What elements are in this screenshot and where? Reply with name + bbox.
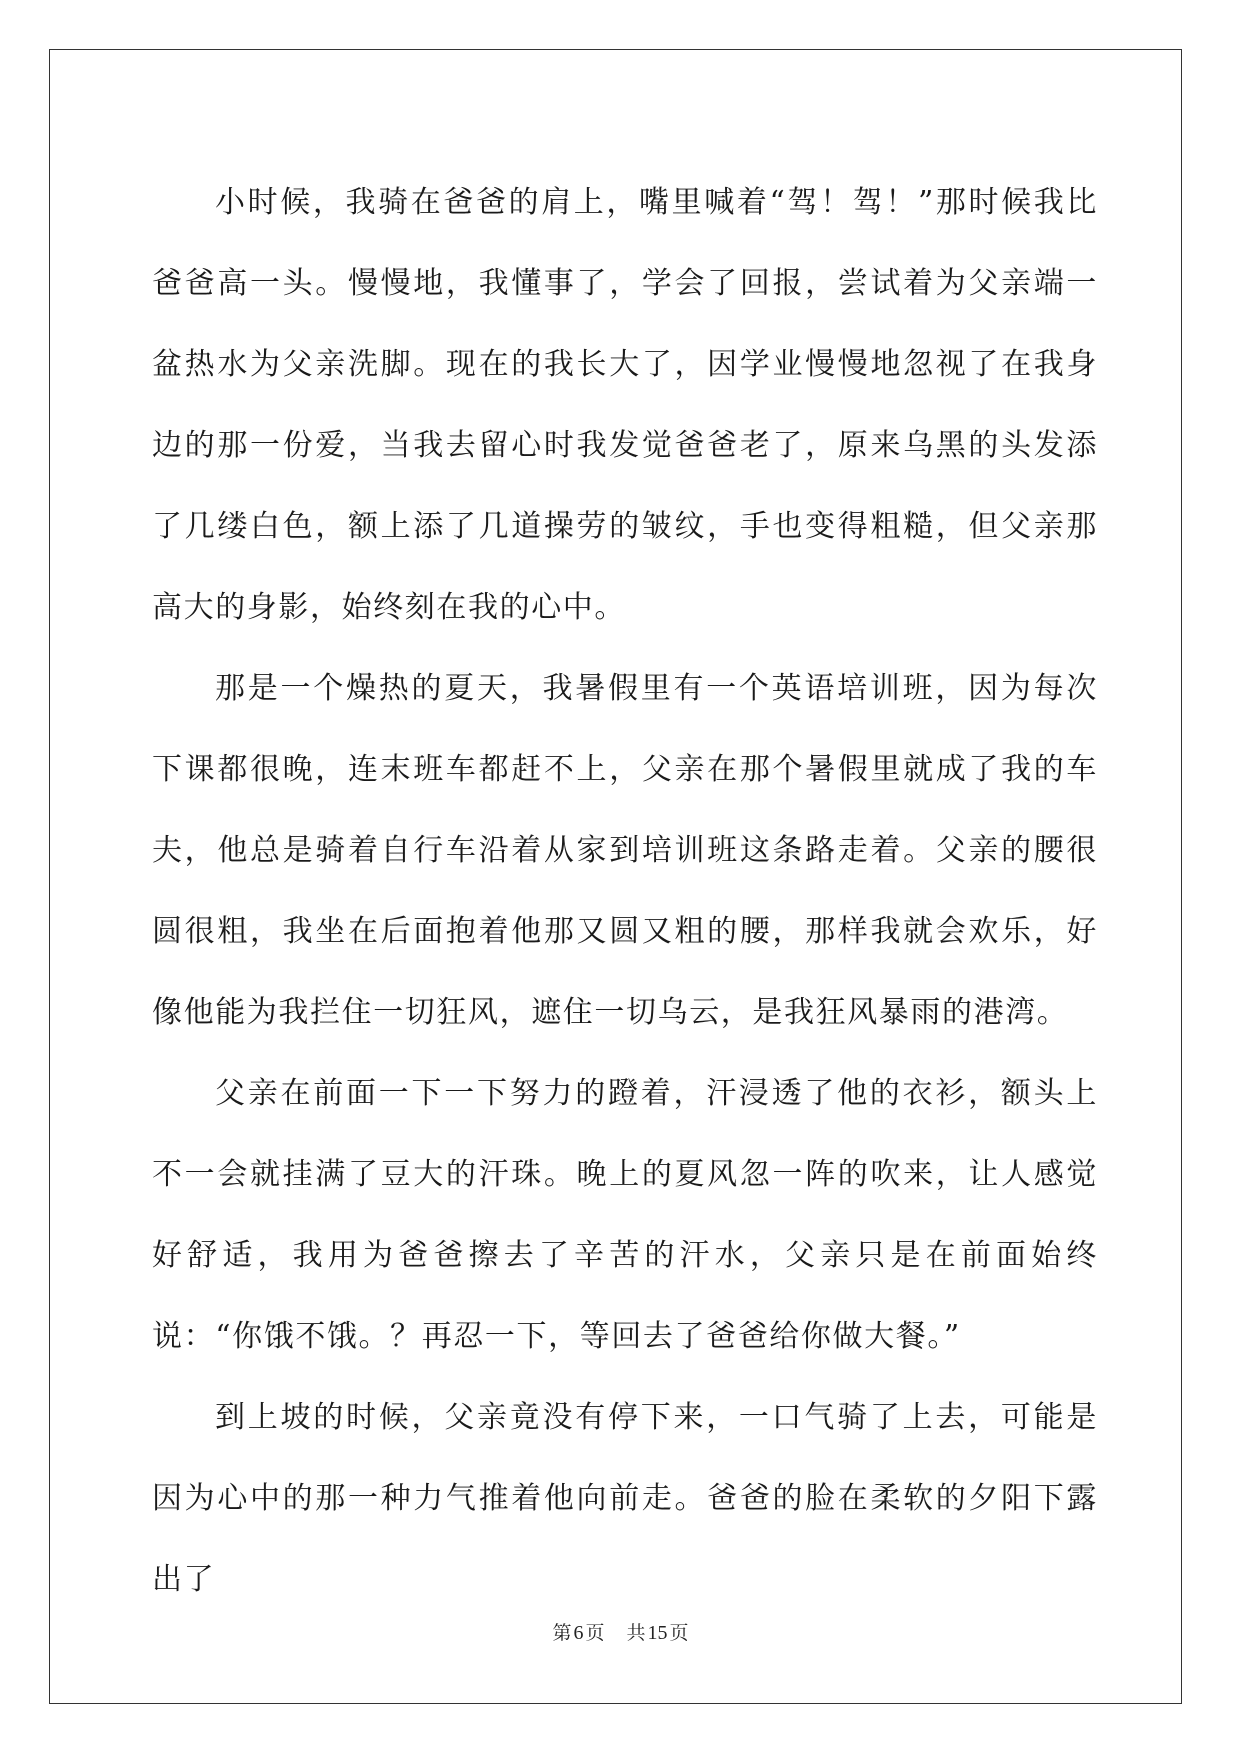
total-suffix: 页	[669, 1622, 689, 1644]
paragraph-2: 那是一个燥热的夏天，我暑假里有一个英语培训班，因为每次下课都很晚，连末班车都赶不上，父亲在那个暑假里就成了我的车夫，他总是骑着自行车沿着从家到培训班这条路走着。父亲的腰很圆很粗，我坐在后面抱着他那又圆又粗的腰，那样我就会欢乐，好像他能为我拦住一切狂风，遮住一切乌云，是我狂风暴雨的港湾。	[152, 671, 1098, 1030]
document-body	[152, 162, 1098, 1620]
paragraph-4: 到上坡的时候，父亲竟没有停下来，一口气骑了上去，可能是因为心中的那一种力气推着他向前走。爸爸的脸在柔软的夕阳下露出了	[152, 1400, 1098, 1597]
paragraph-1: 小时候，我骑在爸爸的肩上，嘴里喊着“驾！驾！”那时候我比爸爸高一头。慢慢地，我懂事了，学会了回报，尝试着为父亲端一盆热水为父亲洗脚。现在的我长大了，因学业慢慢地忽视了在我身边的那一份爱，当我去留心时我发觉爸爸老了，原来乌黑的头发添了几缕白色，额上添了几道操劳的皱纹，手也变得粗糙，但父亲那高大的身影，始终刻在我的心中。	[152, 185, 1098, 625]
page-suffix: 页	[585, 1622, 605, 1644]
page-prefix: 第	[552, 1622, 572, 1644]
total-pages: 15	[647, 1622, 668, 1644]
page-footer	[0, 1618, 1241, 1645]
page-number: 6	[573, 1622, 584, 1644]
total-prefix: 共	[626, 1622, 646, 1644]
paragraph-3: 父亲在前面一下一下努力的蹬着，汗浸透了他的衣衫，额头上不一会就挂满了豆大的汗珠。晚上的夏风忽一阵的吹来，让人感觉好舒适，我用为爸爸擦去了辛苦的汗水，父亲只是在前面始终说：“你饿不饿。？再忍一下，等回去了爸爸给你做大餐。”	[152, 1076, 1098, 1354]
